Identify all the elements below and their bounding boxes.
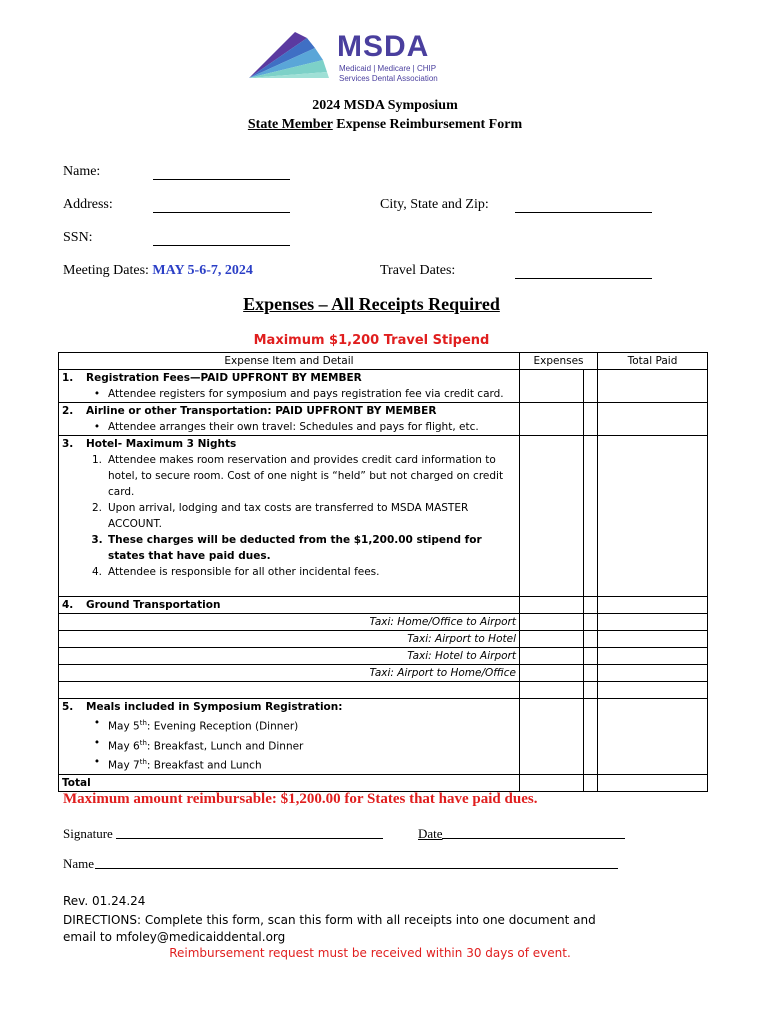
mid-cell xyxy=(584,665,598,682)
meal-text: : Breakfast and Lunch xyxy=(146,759,262,772)
table-row xyxy=(59,665,708,682)
airline-cell xyxy=(59,403,520,436)
sub-number: 2. xyxy=(91,502,103,514)
signature-field[interactable] xyxy=(116,826,383,839)
subtitle-rest: Expense Reimbursement Form xyxy=(332,117,523,132)
travel-label: Travel Dates: xyxy=(380,263,456,278)
total-cell[interactable] xyxy=(598,648,708,665)
registration-detail: Attendee registers for symposium and pays registration fee via credit card. xyxy=(108,388,504,400)
meal-sup: th xyxy=(139,758,147,766)
bullet-icon: • xyxy=(93,717,101,729)
total-cell[interactable] xyxy=(598,631,708,648)
deadline-note: Reimbursement request must be received within 30 days of event. xyxy=(169,946,571,960)
hotel-cell xyxy=(59,436,520,597)
table-row xyxy=(59,631,708,648)
table-row xyxy=(59,370,708,403)
mid-cell xyxy=(584,597,598,614)
total-cell[interactable] xyxy=(598,597,708,614)
header-total: Total Paid xyxy=(598,353,708,370)
table-header-row xyxy=(59,353,708,370)
bullet-icon: • xyxy=(93,756,101,768)
total-paid-cell[interactable] xyxy=(598,774,708,791)
logo-acronym: MSDA xyxy=(337,30,430,63)
logo-tagline-1: Medicaid | Medicare | CHIP xyxy=(339,64,437,73)
logo-tagline-2: Services Dental Association xyxy=(339,74,438,83)
signature-label: Signature xyxy=(63,826,113,841)
ground-title: Ground Transportation xyxy=(86,599,221,611)
expenses-cell[interactable] xyxy=(520,699,584,775)
meeting-dates xyxy=(63,263,253,279)
table-row xyxy=(59,436,708,597)
meals-title: Meals included in Symposium Registration: xyxy=(86,701,343,713)
ssn-field[interactable] xyxy=(153,233,290,246)
meal-sup: th xyxy=(139,719,147,727)
item-number: 4. xyxy=(62,599,74,611)
hotel-item-4: Attendee is responsible for all other incidental fees. xyxy=(108,566,380,578)
taxi-row-label: Taxi: Hotel to Airport xyxy=(59,648,520,665)
meal-text: : Evening Reception (Dinner) xyxy=(146,720,299,733)
expenses-cell[interactable] xyxy=(520,648,584,665)
mid-cell xyxy=(584,699,598,775)
expenses-cell[interactable] xyxy=(520,597,584,614)
table-row xyxy=(59,597,708,614)
mid-cell xyxy=(584,370,598,403)
taxi-row-label: Taxi: Airport to Hotel xyxy=(59,631,520,648)
form-title: 2024 MSDA Symposium xyxy=(312,98,458,113)
meals-cell xyxy=(59,699,520,775)
total-label: Total xyxy=(59,774,520,791)
sub-number: 1. xyxy=(91,454,103,466)
mid-cell xyxy=(584,648,598,665)
table-row xyxy=(59,614,708,631)
bullet-icon: • xyxy=(93,421,101,433)
meeting-value: MAY 5-6-7, 2024 xyxy=(152,263,253,278)
bullet-icon: • xyxy=(93,736,101,749)
mid-cell xyxy=(584,436,598,597)
taxi-row-label: Taxi: Airport to Home/Office xyxy=(59,665,520,682)
expenses-cell[interactable] xyxy=(520,436,584,597)
max-reimbursable: Maximum amount reimbursable: $1,200.00 for States that have paid dues. xyxy=(63,791,538,807)
name-label: Name: xyxy=(63,164,101,179)
date-label: Date xyxy=(418,826,443,841)
meal-item-2 xyxy=(108,735,303,755)
sub-number: 3. xyxy=(91,534,103,546)
subtitle-underlined: State Member xyxy=(247,117,333,132)
table-row xyxy=(59,648,708,665)
total-cell[interactable] xyxy=(598,699,708,775)
meeting-label: Meeting Dates: xyxy=(63,263,149,278)
empty-cell xyxy=(59,682,520,699)
total-cell[interactable] xyxy=(598,436,708,597)
bullet-icon: • xyxy=(93,388,101,400)
name-field[interactable] xyxy=(153,167,290,180)
registration-cell xyxy=(59,370,520,403)
meal-day: May 5 xyxy=(108,720,140,733)
address-field[interactable] xyxy=(153,200,290,213)
travel-field[interactable] xyxy=(515,266,652,279)
meal-item-1 xyxy=(108,715,298,735)
meal-day: May 6 xyxy=(108,740,140,752)
total-cell[interactable] xyxy=(598,370,708,403)
directions: DIRECTIONS: Complete this form, scan this form with all receipts into one document and email to mfoley@medicaiddental.org xyxy=(63,913,596,944)
revision: Rev. 01.24.24 xyxy=(63,894,146,908)
hotel-item-3: These charges will be deducted from the $1,200.00 stipend for states that have paid dues. xyxy=(108,534,482,562)
expenses-cell[interactable] xyxy=(520,370,584,403)
table-row xyxy=(59,699,708,775)
mid-cell xyxy=(584,614,598,631)
header-item: Expense Item and Detail xyxy=(59,353,520,370)
section-title: Expenses – All Receipts Required xyxy=(243,294,500,314)
footer-name-field[interactable] xyxy=(95,856,618,869)
total-cell[interactable] xyxy=(598,614,708,631)
header-expenses: Expenses xyxy=(520,353,598,370)
airline-title: Airline or other Transportation: PAID UPFRONT BY MEMBER xyxy=(86,405,437,417)
footer-name-label: Name xyxy=(63,856,95,871)
hotel-item-2: Upon arrival, lodging and tax costs are transferred to MSDA MASTER ACCOUNT. xyxy=(108,502,469,530)
sub-number: 4. xyxy=(91,566,103,578)
city-label: City, State and Zip: xyxy=(380,197,489,212)
expense-table xyxy=(58,352,708,792)
expenses-cell[interactable] xyxy=(520,403,584,436)
expenses-cell[interactable] xyxy=(520,665,584,682)
total-cell[interactable] xyxy=(598,665,708,682)
item-number: 2. xyxy=(62,405,74,417)
registration-title: Registration Fees—PAID UPFRONT BY MEMBER xyxy=(86,372,362,384)
total-cell[interactable] xyxy=(598,682,708,699)
meal-text: : Breakfast, Lunch and Dinner xyxy=(146,740,304,752)
table-row xyxy=(59,403,708,436)
mid-cell xyxy=(584,774,598,791)
table-row xyxy=(59,682,708,699)
hotel-item-1: Attendee makes room reservation and provides credit card information to hotel, to secure room. Cost of one night is “held” but not charged on credit card. xyxy=(108,454,504,498)
date-field[interactable] xyxy=(442,826,625,839)
meal-sup: th xyxy=(139,738,147,747)
taxi-row-label: Taxi: Home/Office to Airport xyxy=(59,614,520,631)
total-cell[interactable] xyxy=(598,403,708,436)
mid-cell xyxy=(584,403,598,436)
meal-day: May 7 xyxy=(108,759,140,772)
stipend-note: Maximum $1,200 Travel Stipend xyxy=(253,333,490,348)
msda-logo xyxy=(245,28,515,84)
item-number: 1. xyxy=(62,372,74,384)
meal-item-3 xyxy=(108,754,262,774)
ground-cell xyxy=(59,597,520,614)
form-subtitle xyxy=(0,117,770,133)
expenses-cell[interactable] xyxy=(520,631,584,648)
expenses-cell[interactable] xyxy=(520,614,584,631)
airline-detail: Attendee arranges their own travel: Schedules and pays for flight, etc. xyxy=(108,421,479,433)
expenses-total-cell[interactable] xyxy=(520,774,584,791)
ssn-label: SSN: xyxy=(63,230,93,245)
hotel-title: Hotel- Maximum 3 Nights xyxy=(86,438,237,450)
item-number: 3. xyxy=(62,438,74,450)
address-label: Address: xyxy=(63,197,113,212)
item-number: 5. xyxy=(62,701,74,713)
expenses-cell[interactable] xyxy=(520,682,584,699)
mid-cell xyxy=(584,631,598,648)
mid-cell xyxy=(584,682,598,699)
city-field[interactable] xyxy=(515,200,652,213)
total-row xyxy=(59,774,708,791)
fan-logo-icon xyxy=(245,28,345,84)
